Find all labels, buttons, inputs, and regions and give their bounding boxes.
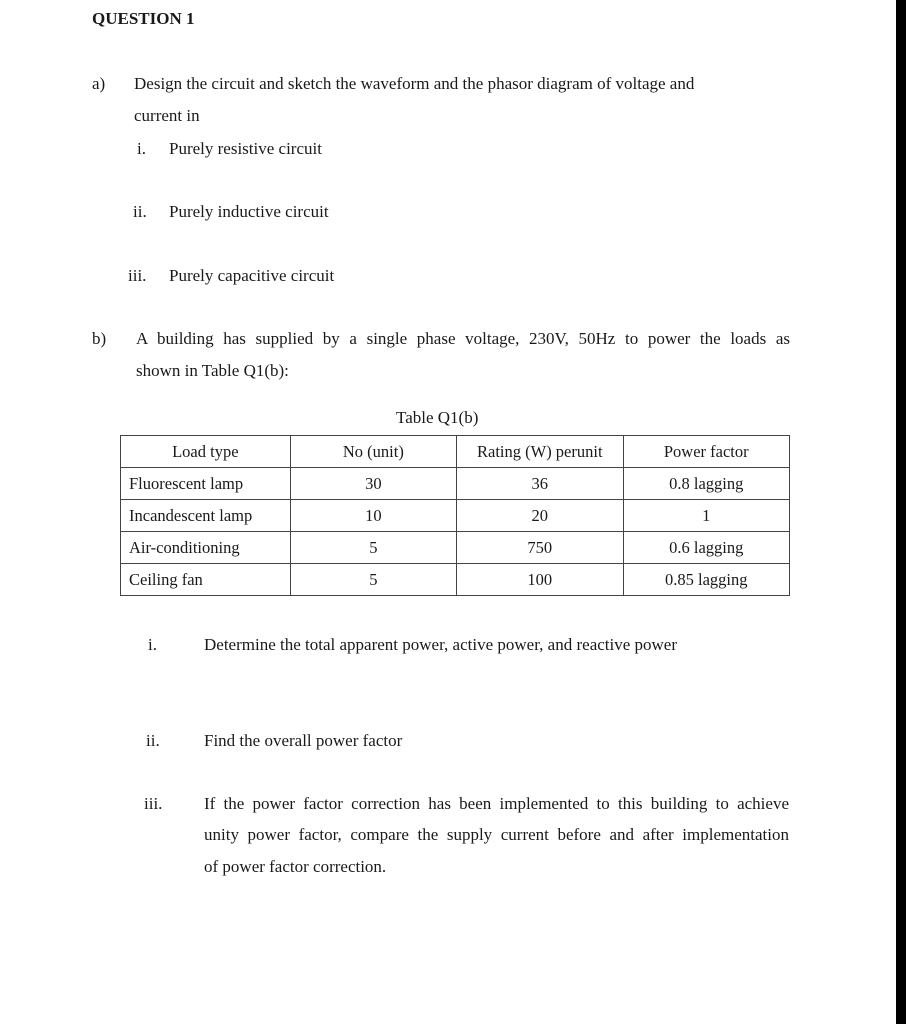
header-no-unit: No (unit) [290, 436, 456, 468]
cell-rating: 36 [457, 468, 623, 500]
loads-table [120, 435, 790, 596]
part-b-item-2-num: ii. [146, 731, 160, 750]
part-a-item-2-num: ii. [133, 202, 147, 221]
cell-load-type: Fluorescent lamp [121, 468, 291, 500]
cell-power-factor: 0.8 lagging [623, 468, 790, 500]
cell-power-factor: 0.6 lagging [623, 532, 790, 564]
page-edge-shadow [896, 0, 906, 1024]
part-b-text-line2: shown in Table Q1(b): [136, 361, 289, 380]
cell-power-factor: 0.85 lagging [623, 564, 790, 596]
table-row [121, 468, 790, 500]
part-b-item-3-line1: If the power factor correction has been implemented to this building to achieve [204, 794, 789, 813]
cell-load-type: Ceiling fan [121, 564, 291, 596]
cell-no-unit: 5 [290, 532, 456, 564]
part-b-item-3-line3: of power factor correction. [204, 857, 387, 876]
part-a-item-1-text: Purely resistive circuit [169, 139, 322, 158]
table-caption: Table Q1(b) [396, 408, 479, 427]
part-b-text-line1: A building has supplied by a single phase voltage, 230V, 50Hz to power the loads as [136, 329, 790, 348]
part-a-item-1-num: i. [137, 139, 146, 158]
question-title: QUESTION 1 [92, 9, 195, 28]
cell-power-factor: 1 [623, 500, 790, 532]
part-b-item-1-text: Determine the total apparent power, active power, and reactive power [204, 635, 678, 654]
part-b-item-3-num: iii. [144, 794, 163, 813]
table-row [121, 532, 790, 564]
header-power-factor: Power factor [623, 436, 790, 468]
table-header-row [121, 436, 790, 468]
part-a-item-2-text: Purely inductive circuit [169, 202, 329, 221]
part-b-item-2-text: Find the overall power factor [204, 731, 403, 750]
cell-load-type: Incandescent lamp [121, 500, 291, 532]
cell-rating: 750 [457, 532, 623, 564]
table-row [121, 564, 790, 596]
header-rating: Rating (W) perunit [457, 436, 623, 468]
cell-load-type: Air-conditioning [121, 532, 291, 564]
part-b-item-3-line2: unity power factor, compare the supply current before and after implementation [204, 825, 789, 844]
part-a-text-line2: current in [134, 106, 200, 125]
cell-no-unit: 5 [290, 564, 456, 596]
part-b-label: b) [92, 329, 107, 348]
cell-no-unit: 10 [290, 500, 456, 532]
part-a-text-line1: Design the circuit and sketch the waveform and the phasor diagram of voltage and [134, 74, 695, 93]
table-row [121, 500, 790, 532]
cell-rating: 20 [457, 500, 623, 532]
cell-rating: 100 [457, 564, 623, 596]
part-b-item-1-num: i. [148, 635, 157, 654]
part-a-item-3-num: iii. [128, 266, 147, 285]
part-a-label: a) [92, 74, 106, 93]
cell-no-unit: 30 [290, 468, 456, 500]
header-load-type: Load type [121, 436, 291, 468]
part-a-item-3-text: Purely capacitive circuit [169, 266, 335, 285]
